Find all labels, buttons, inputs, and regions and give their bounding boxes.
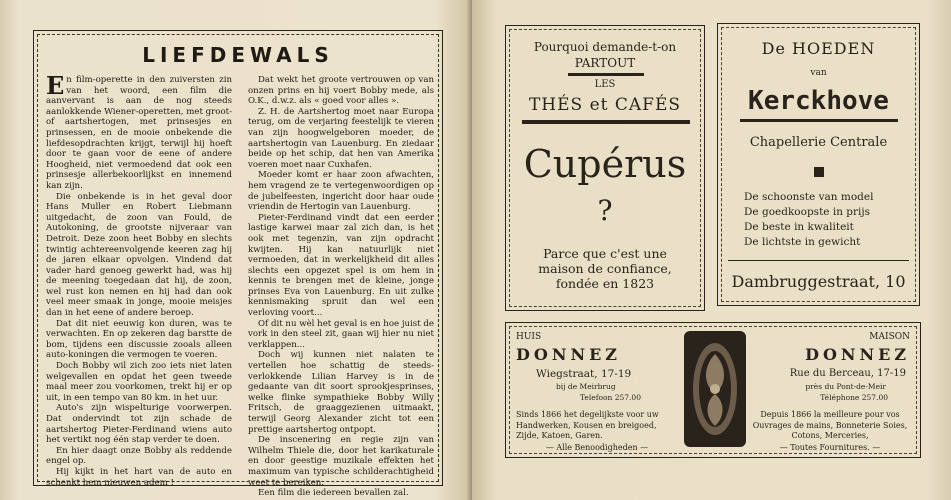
ad-tagline: Parce que c'est une maison de confiance, fondée en 1823 <box>538 246 672 291</box>
ad-headline: THÉS et CAFÉS <box>528 95 682 115</box>
article-paragraph: Hij kijkt in het hart van de auto en schenkt hem nieuwen adem ! <box>46 466 232 488</box>
ad-phone: Téléphone 257.00 <box>820 393 888 402</box>
ad-list-item: De goedkoopste in prijs <box>744 206 871 218</box>
right-page <box>472 0 951 500</box>
article-paragraph: Z. H. de Aartshertog moet naar Europa terug, om de verjaring feestelijk te vieren van zijn hoogwelgeboren moeder, de aartshertogin van Lauenburg. En ziedaar beide op het schip, dat hen van Amerika voeren moet naar Cuxhafen. <box>248 106 434 170</box>
ad-line: HUIS <box>516 332 542 342</box>
article-column-left <box>46 71 232 488</box>
ad-address: Wiegstraat, 17-19 <box>536 368 632 380</box>
ad-text: Sinds 1866 het degelijkste voor uw Handwerken, Kousen en breigoed, Zijde, Katoen, Garen. <box>516 410 659 440</box>
ad-line: De HOEDEN <box>761 39 876 58</box>
ad-line: PARTOUT <box>574 56 636 70</box>
article-paragraph: En film-operette in den zuiversten zin van het woord, een film die aanvervant is aan de nog steeds aanlokkende Wiener-operetten, met groot- of aartshertogen, met prinsesjes en prinsessen, en de mooie onbekende die liefdesopdrachten krijgt, terwijl hij hoeft door te gaan voor de eene of andere Hoogheid, niet vermoedend dat ook een prinsesje allerbekoorlijkst en innemend kan zijn. <box>46 71 232 191</box>
drop-cap: E <box>46 71 65 100</box>
ad-rule <box>568 73 644 76</box>
ad-square-icon <box>718 162 919 181</box>
ad-rule <box>522 120 690 124</box>
ad-line: van <box>810 68 827 78</box>
ad-footer: — Alle Benoodigheden — <box>545 443 649 452</box>
ad-line: LES <box>594 79 616 90</box>
advert-donnez <box>505 322 921 458</box>
ad-address: Dambruggestraat, 10 <box>731 272 906 291</box>
article-paragraph: Auto's zijn wispelturige voorwerpen. Dat ondervindt tot zijn schade de aartshertog Pieter-Ferdinand wiens auto het vertikt nog één stap verder te doen. <box>46 403 232 446</box>
article-paragraph: Of dit nu wèl het geval is en hoe juist de vork in den steel zit, gaan wij hier nu niet verklappen... <box>248 318 434 350</box>
article-paragraph: Doch wij kunnen niet nalaten te vertellen hoe schattig de steeds-verlokkende Lilian Harvey is in de gedaante van dit soort sprookjesprinses, welke flinke sympathieke Bobby Willy Fritsch, de graaggezienen uitmaakt, terwijl Georg Alexander zicht tot een prettige aartshertog ontpopt. <box>248 350 434 435</box>
article-paragraph: Moeder komt er haar zoon afwachten, hem vragend ze te vertegenwoordigen op de jubelfeesten, ingericht door haar oude vriendin de Hertogin van Lauenburg. <box>248 170 434 213</box>
ad-line: MAISON <box>869 332 910 342</box>
ornament-image <box>684 331 746 447</box>
ad-list <box>744 190 873 250</box>
article-paragraph: En hier daagt onze Bobby als reddende engel op. <box>46 445 232 467</box>
brand-donnez-left: DONNEZ <box>516 345 621 364</box>
ad-address: Rue du Berceau, 17-19 <box>789 368 906 379</box>
ad-line: près du Pont-de-Meir <box>805 382 886 391</box>
article-paragraph: Dat wekt het groote vertrouwen op van onzen prins en hij voert Bobby mede, als O.K., d.w.z. als « goed voor alles ». <box>248 75 434 107</box>
ad-line: Pourquoi demande-t-on <box>533 40 677 54</box>
article-frame <box>33 30 443 499</box>
ad-list-item: De schoonste van model <box>744 191 874 203</box>
ornament-icon <box>685 332 745 446</box>
article-paragraph: Die onbekende is in het geval door Hans Muller en Robert Liebmann uitgedacht, de zoon van Fould, de Autokoning, de grootste nijveraar van Detroit. Deze zoon heet Bobby en slechts twintig achtereenvolgende keeren zag hij de jaren elkaar opvolgen. Vindend dat vader hard genoeg gewerkt had, was hij de meening toegedaan dat hij, de zoon, wel rust kon nemen en hij had dan ook veel meer smaak in jonge, mooie meisjes dan in het eene of andere beroep. <box>46 191 232 319</box>
brand-cuperus: Cupérus <box>523 142 687 186</box>
ad-text: Depuis 1866 la meilleure pour vos Ouvrages de mains, Bonneterie Soies, Cotons, Merceries, <box>752 410 908 440</box>
ad-rule <box>728 260 909 261</box>
advert-cuperus <box>505 25 705 311</box>
brand-donnez-right: DONNEZ <box>805 345 910 364</box>
ad-list-item: De lichtste in gewicht <box>744 236 861 248</box>
article-column-right <box>248 75 434 499</box>
ad-line: bij de Meirbrug <box>556 382 616 391</box>
article-paragraph: Doch Bobby wil zich zoo iets niet laten welgevallen en opdat het geen tweede maal meer zou voorkomen, trekt hij er op uit, in een tempo van 80 km. in het uur. <box>46 361 232 403</box>
question-mark: ? <box>597 194 613 227</box>
brand-kerckhove: Kerckhove <box>748 86 889 116</box>
article-title: LIEFDEWALS <box>142 43 334 67</box>
article-paragraph: Dat dit niet eeuwig kon duren, was te verwachten. En op zekeren dag barstte de bom, tijdens een discussie zooals alleen auto-koningen die vermogen te voeren. <box>46 318 232 361</box>
ad-list-item: De beste in kwaliteit <box>744 221 854 233</box>
article-paragraph: Een film die iedereen bevallen zal. <box>258 488 409 499</box>
left-page <box>0 0 472 500</box>
advert-kerckhove <box>717 23 920 306</box>
article-paragraph: Pieter-Ferdinand vindt dat een eerder lastige karwei maar zal zich dan, is het ook met tegenzin, van zijn opdracht kwijten. Hij kan natuurlijk niet vermoeden, dat in werkelijkheid dit alles slechts een opgezet spel is om hem in kennis te brengen met de kleine, jonge prinses Eva von Lauenburg. En uit zulke kennismaking spruit dan wel een verloving voort... <box>248 212 434 319</box>
ad-subtitle: Chapellerie Centrale <box>749 135 888 150</box>
article-paragraph: De inscenering en regie zijn van Wilhelm Thiele die, door het karikaturale en door geestige muzikale effekten het maximum van typische schilderachtigheid weet te bereiken. <box>248 435 434 488</box>
ad-phone: Telefoon 257.00 <box>580 393 641 402</box>
ad-rule <box>740 119 898 122</box>
ad-footer: — Toutes Fournitures. — <box>779 443 881 452</box>
